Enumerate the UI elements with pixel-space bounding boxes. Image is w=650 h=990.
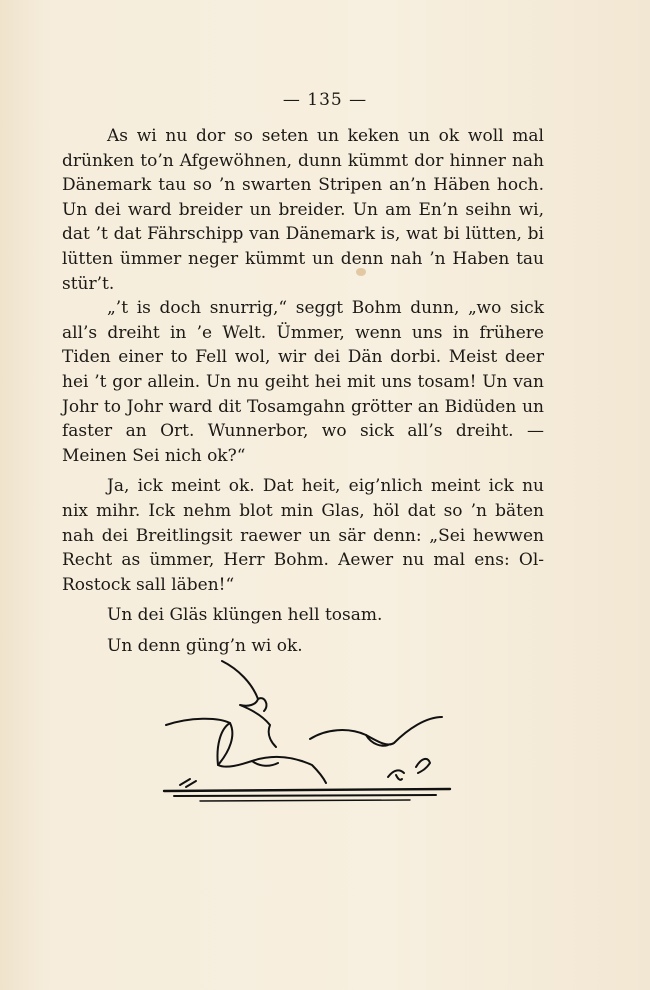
seagulls-over-water-icon bbox=[160, 655, 455, 805]
paragraph: Un denn güng’n wi ok. bbox=[107, 635, 303, 656]
paragraph: „’t is doch snurrig,“ seggt Bohm dunn, „wo sick all’s dreiht in ’e Welt. Ümmer, wenn uns in frühere Tiden einer to Fell wol, wir dei Dän dorbi. Meist deer hei ’t gor allein. Un nu geiht hei mit uns tosam! Un van Johr to Johr ward dit Tosamgahn grötter an Bidüden un faster an Ort. Wunnerbor, wo sick all’s dreiht. — Meinen Sei nich ok?“ bbox=[62, 298, 544, 466]
paragraph: Un dei Gläs klüngen hell tosam. bbox=[107, 605, 383, 626]
body-text bbox=[62, 124, 544, 658]
paragraph: As wi nu dor so seten un keken un ok woll mal drünken to’n Afgewöhnen, dunn kümmt dor hinner nah Dänemark tau so ’n swarten Stripen an’n Häben hoch. Un dei ward breider un breider. Un am En’n seihn wi, dat ’t dat Fährschipp van Dänemark is, wat bi lütten, bi lütten ümmer neger kümmt un denn nah ’n Haben tau stür’t. bbox=[62, 126, 544, 294]
paragraph: Ja, ick meint ok. Dat heit, eig’nlich meint ick nu nix mihr. Ick nehm blot min Glas, höl dat so ’n bäten nah dei Breitlingsit raewer un sär denn: „Sei hewwen Recht as ümmer, Herr Bohm. Aewer nu mal ens: Ol-Rostock sall läben!“ bbox=[62, 476, 544, 595]
page-number: — 135 — bbox=[282, 90, 368, 110]
